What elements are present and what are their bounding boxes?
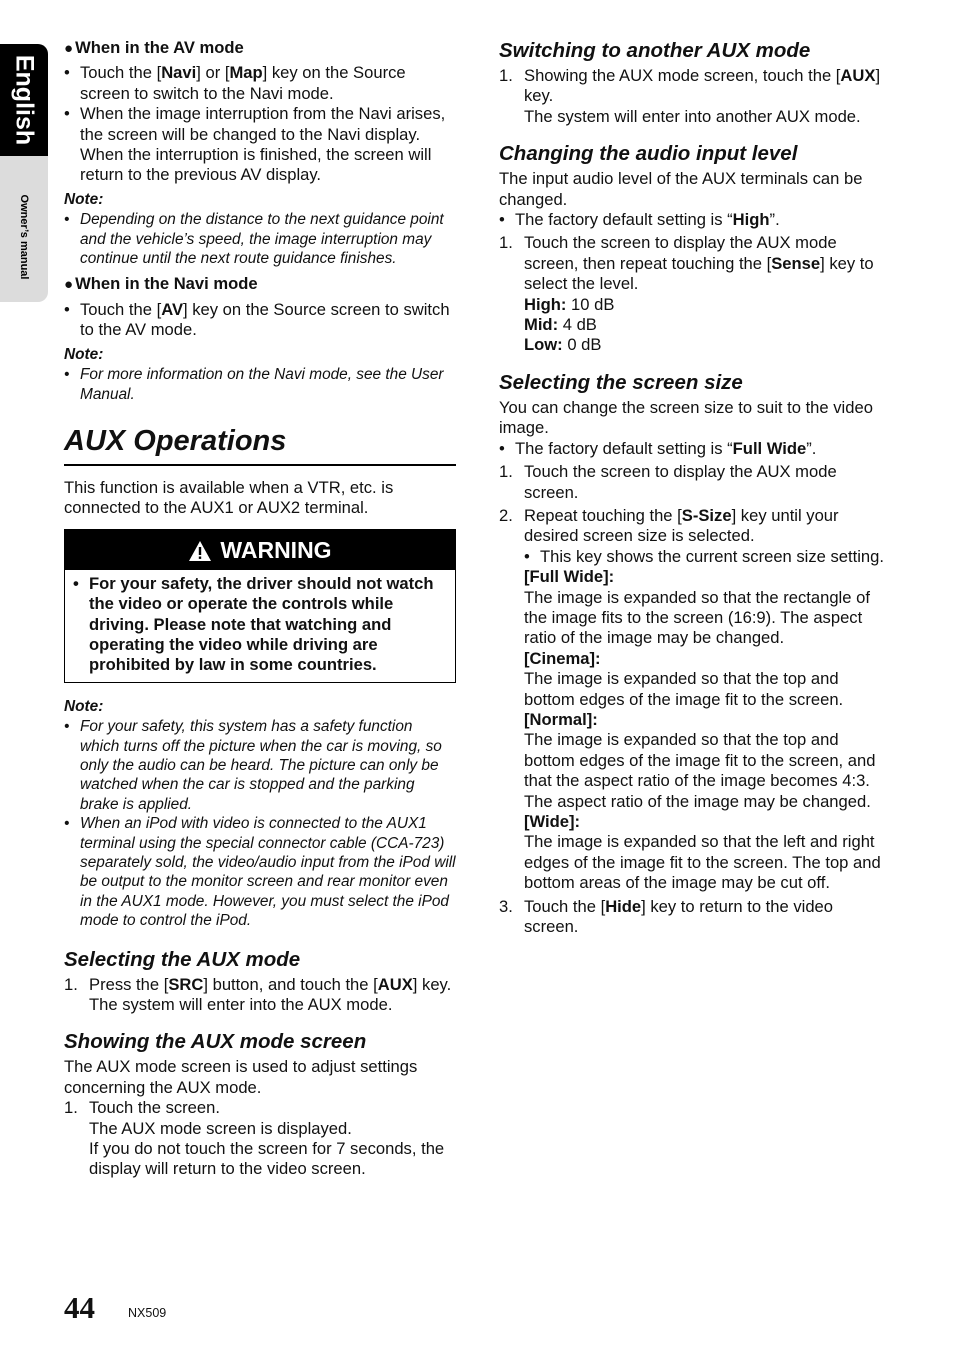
- list-item: • Touch the [Navi] or [Map] key on the Source screen to switch to the Navi mode.: [64, 63, 456, 104]
- step-item: 1. Press the [SRC] button, and touch the [AUX] key. The system will enter into the AUX mode.: [64, 974, 452, 1015]
- screen-default-list: [499, 439, 891, 459]
- note-item: • When an iPod with video is connected to the AUX1 terminal using the special connector cable (CCA-723) separately sold, the video/audio input from the iPod will be output to the monitor screen and rear monitor even in the AUX1 mode. However, you must select the iPod mode to control the iPod.: [64, 814, 456, 930]
- step-item: 1. Touch the screen to display the AUX mode screen.: [499, 462, 837, 502]
- note-label: Note:: [64, 697, 104, 715]
- option-name: [Wide]:: [524, 812, 581, 831]
- filled-circle-icon: ●: [64, 40, 74, 57]
- option-desc: The image is expanded so that the top and bottom edges of the image fit to the screen.: [524, 669, 844, 709]
- page-number: 44: [64, 1290, 95, 1325]
- step-item: 2. Repeat touching the [S-Size] key until your desired screen size is selected. • This key shows the current screen size setting. [Full Wide]: The image is expanded so that the rectangle of the image fits to the screen (16:9). The aspect ratio of the image may be changed. [Cinema]: The image is expanded so that the top and bottom edges of the image fit to the screen. [Normal]: The image is expanded so that the top and bottom edges of the image fit to the screen, and that the aspect ratio of the image becomes 4:3. The aspect ratio of the image may be changed. [Wide]: The image is expanded so that the left and right edges of the image fit to the screen. The top and bottom areas of the image may be cut off.: [499, 506, 891, 894]
- screen-size-steps: [499, 462, 891, 937]
- note-item: • Depending on the distance to the next guidance point and the vehicle’s speed, the image interruption may continue until the next route guidance finishes.: [64, 210, 456, 268]
- switch-aux-steps: [499, 66, 891, 127]
- warning-box: [64, 529, 456, 683]
- warning-header: [65, 530, 455, 570]
- language-tab: [0, 44, 48, 156]
- note-label: Note:: [64, 345, 104, 363]
- step-item: 3. Touch the [Hide] key to return to the video screen.: [499, 896, 834, 937]
- select-aux-heading: Selecting the AUX mode: [64, 947, 301, 971]
- show-aux-heading: Showing the AUX mode screen: [64, 1030, 367, 1054]
- screen-size-intro: You can change the screen size to suit to the video image.: [499, 397, 873, 438]
- warning-text: • For your safety, the driver should not watch the video or operate the controls while driving. Please note that watching and operating the video while driving are prohibited by law in some countries.: [73, 574, 447, 676]
- note-label: Note:: [64, 190, 104, 208]
- step-item: 1. Showing the AUX mode screen, touch the [AUX] key. The system will enter into another AUX mode.: [499, 66, 881, 126]
- step-item: 1. Touch the screen to display the AUX mode screen, then repeat touching the [Sense] key to select the level. High: 10 dB Mid: 4 dB Low: 0 dB: [499, 233, 891, 355]
- show-aux-intro: The AUX mode screen is used to adjust settings concerning the AUX mode.: [64, 1057, 418, 1097]
- av-note: [64, 190, 456, 269]
- left-column: [64, 38, 456, 1183]
- navi-mode-list: [64, 300, 456, 341]
- step-item: 1. Touch the screen. The AUX mode screen is displayed. If you do not touch the screen for 7 seconds, the display will return to the video screen.: [64, 1098, 445, 1179]
- level-row: Mid: 4 dB: [524, 315, 597, 335]
- manual-label: Owner’s manual: [18, 194, 30, 280]
- switch-aux-heading: Switching to another AUX mode: [499, 39, 811, 62]
- filled-circle-icon: ●: [64, 276, 74, 294]
- list-item: • When the image interruption from the Navi arises, the screen will be changed to the Navi display. When the interruption is finished, the screen will return to the previous AV display.: [64, 104, 456, 186]
- audio-level-heading: Changing the audio input level: [499, 142, 798, 166]
- list-item: • Touch the [AV] key on the Source screen to switch to the AV mode.: [64, 300, 456, 341]
- option-desc: The image is expanded so that the left and right edges of the image fit to the screen. The top and bottom areas of the image may be cut off.: [524, 832, 881, 893]
- warning-triangle-icon: [188, 540, 212, 562]
- list-item: • The factory default setting is “High”.: [499, 210, 891, 230]
- warning-body: [65, 570, 455, 682]
- audio-default-list: [499, 210, 891, 230]
- right-column: [499, 38, 891, 940]
- audio-level-steps: [499, 233, 891, 355]
- note-item: • For your safety, this system has a safety function which turns off the picture when the car is moving, so only the audio can be heard. The picture can only be watched when the car is stopped and the parking brake is applied.: [64, 717, 456, 814]
- av-mode-heading: ● When in the AV mode: [64, 38, 244, 57]
- language-label: English: [10, 54, 39, 146]
- aux-note: [64, 697, 456, 931]
- screen-size-heading: Selecting the screen size: [499, 370, 743, 394]
- model-label: NX509: [128, 1306, 167, 1320]
- select-aux-steps: [64, 975, 456, 1016]
- option-name: [Normal]:: [524, 709, 598, 729]
- navi-mode-heading: ● When in the Navi mode: [64, 274, 258, 294]
- option-name: [Full Wide]:: [524, 567, 615, 587]
- list-item: • The factory default setting is “Full Wide”.: [499, 439, 891, 459]
- navi-note: [64, 345, 456, 404]
- level-row: Low: 0 dB: [524, 335, 602, 355]
- show-aux-steps: [64, 1098, 456, 1180]
- option-name: [Cinema]:: [524, 648, 601, 668]
- audio-level-intro: The input audio level of the AUX terminals can be changed.: [499, 169, 863, 209]
- section-title: AUX Operations: [64, 424, 456, 466]
- option-desc: The image is expanded so that the top and bottom edges of the image fit to the screen, and that the aspect ratio of the image becomes 4:3. The aspect ratio of the image may be changed.: [524, 730, 876, 811]
- option-desc: The image is expanded so that the rectangle of the image fits to the screen (16:9). The aspect ratio of the image may be changed.: [524, 587, 870, 648]
- aux-intro: This function is available when a VTR, etc. is connected to the AUX1 or AUX2 terminal.: [64, 477, 394, 518]
- level-row: High: 10 dB: [524, 294, 615, 314]
- sub-item: • This key shows the current screen size setting.: [524, 547, 891, 567]
- note-item: • For more information on the Navi mode, see the User Manual.: [64, 365, 456, 404]
- side-tab: [0, 44, 48, 302]
- warning-label: WARNING: [220, 536, 332, 563]
- av-mode-list: [64, 63, 456, 185]
